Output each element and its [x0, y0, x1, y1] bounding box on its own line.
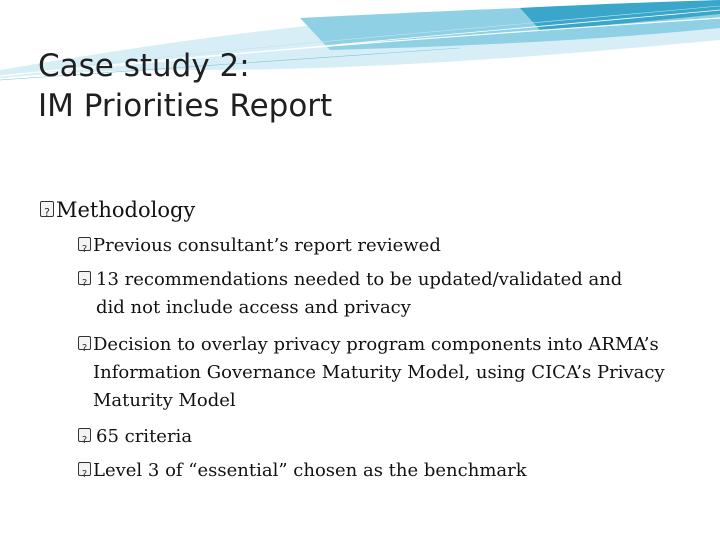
sub-bullet-1: [78, 232, 441, 260]
sub-bullet-2: [78, 266, 656, 322]
sub-bullet-text: Previous consultant’s report reviewed: [93, 235, 441, 256]
sub-bullet-4: [78, 423, 192, 451]
missing-glyph-box-icon: [78, 462, 91, 476]
missing-glyph-box-icon: [78, 428, 91, 442]
sub-bullet-5: [78, 457, 527, 485]
missing-glyph-box-icon: [78, 237, 91, 251]
sub-bullet-text: Decision to overlay privacy program components into ARMA’s Information Governance Maturity Model, using CICA’s Privacy Maturity Model: [93, 334, 665, 411]
title-line-1: Case study 2:: [38, 48, 250, 84]
sub-bullet-text: 13 recommendations needed to be updated/validated and did not include access and privacy: [96, 269, 623, 318]
sub-bullet-text: 65 criteria: [96, 426, 193, 447]
missing-glyph-box-icon: [78, 271, 91, 285]
missing-glyph-box-icon: [78, 336, 91, 350]
title-line-2: IM Priorities Report: [38, 88, 333, 124]
missing-glyph-box-icon: [40, 201, 54, 217]
bullet-text: Methodology: [56, 198, 196, 222]
sub-bullet-3: [78, 331, 683, 415]
bullet-level1: [40, 197, 195, 223]
sub-bullet-text: Level 3 of “essential” chosen as the benchmark: [93, 460, 527, 481]
